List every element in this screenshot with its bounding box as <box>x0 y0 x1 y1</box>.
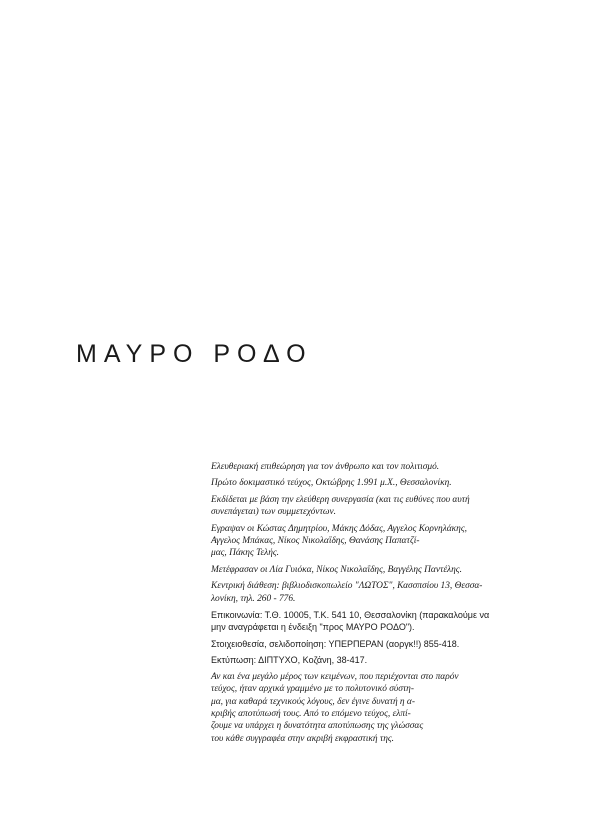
colophon-paragraph <box>211 564 561 576</box>
colophon-line: μην αναγράφεται η ένδειξη "προς ΜΑΥΡΟ ΡΟΔΟ"). <box>211 622 415 633</box>
magazine-title: ΜΑΥΡΟ ΡΟΔΟ <box>76 340 313 368</box>
colophon-paragraph <box>211 609 561 634</box>
colophon-line: Επικοινωνία: Τ.Θ. 10005, Τ.Κ. 541 10, Θεσσαλονίκη (παρακαλούμε να <box>211 610 490 621</box>
colophon-line: Ελευθεριακή επιθεώρηση για τον άνθρωπο και τον πολιτισμό. <box>211 462 440 472</box>
colophon-line: του κάθε συγγραφέα στην ακριβή εκφραστική της. <box>211 733 394 744</box>
colophon-line: μας, Πάκης Τελής. <box>211 548 280 559</box>
colophon-line: Πρώτο δοκιμαστικό τεύχος, Οκτώβρης 1.991 μ.Χ., Θεσσαλονίκη. <box>211 478 452 489</box>
colophon-line: Αγγελος Μπάκας, Νίκος Νικολαΐδης, Θανάσης Παπατζί- <box>211 536 420 547</box>
colophon-line: μα, για καθαρά τεχνικούς λόγους, δεν έγινε δυνατή η α- <box>211 696 415 707</box>
colophon-paragraph <box>211 580 561 605</box>
colophon-paragraph <box>211 461 561 473</box>
colophon-line: Εγραψαν οι Κώστας Δημητρίου, Μάκης Δόδας, Αγγελος Κορνηλάκης, <box>211 523 467 534</box>
colophon-block <box>211 461 561 749</box>
colophon-line: ζουμε να υπάρχει η δυνατότητα αποτύπωσης της γλώσσας <box>211 721 424 732</box>
colophon-line: κριβής αποτύπωσή τους. Από το επόμενο τεύχος, ελπί- <box>211 708 411 719</box>
colophon-line: τεύχος, ήταν αρχικά γραμμένο με το πολυτονικό σύστη- <box>211 684 414 695</box>
colophon-paragraph <box>211 638 561 650</box>
colophon-paragraph <box>211 477 561 489</box>
colophon-line: Στοιχειοθεσία, σελιδοποίηση: ΥΠΕΡΠΕΡΑΝ (αοργκ!!) 855-418. <box>211 638 460 649</box>
colophon-line: λονίκη, τηλ. 260 - 776. <box>211 593 296 604</box>
colophon-line: Αν και ένα μεγάλο μέρος των κειμένων, που περιέχονται στο παρόν <box>211 671 459 682</box>
colophon-line: Κεντρική διάθεση: βιβλιοδισκοπωλείο "ΛΩΤΟΣ", Κασσπσίου 13, Θεσσα- <box>211 581 483 592</box>
colophon-line: Μετέφρασαν οι Λία Γυιόκα, Νίκος Νικολαΐδης, Βαγγέλης Παντέλης. <box>211 564 462 575</box>
colophon-paragraph <box>211 671 561 745</box>
colophon-line: Εκδίδεται με βάση την ελεύθερη συνεργασία (και τις ευθύνες που αυτή <box>211 494 470 505</box>
colophon-paragraph <box>211 494 561 519</box>
colophon-paragraph <box>211 654 561 666</box>
colophon-paragraph <box>211 523 561 560</box>
colophon-line: Εκτύπωση: ΔΙΠΤΥΧΟ, Κοζάνη, 38-417. <box>211 655 368 666</box>
colophon-line: συνεπάγεται) των συμμετεχόντων. <box>211 507 336 518</box>
